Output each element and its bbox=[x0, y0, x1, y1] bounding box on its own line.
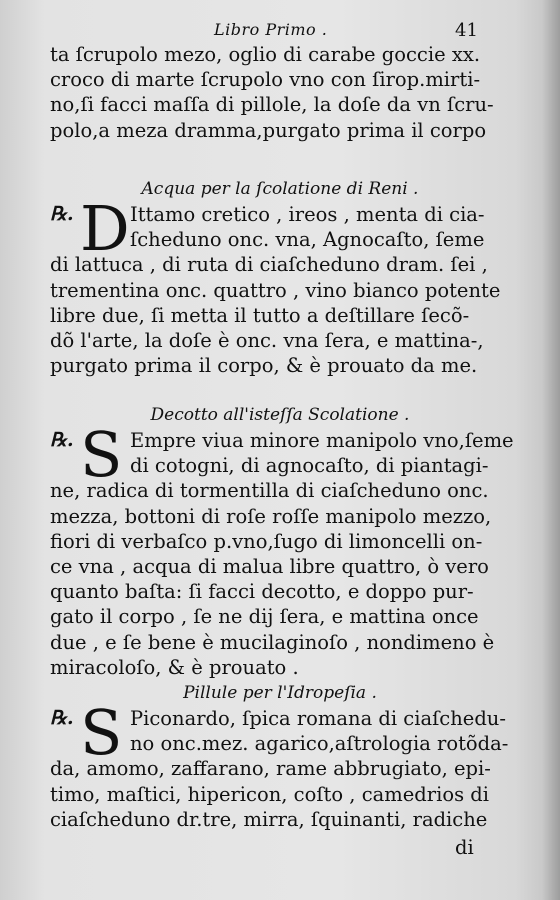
text-line: due , e ſe bene è mucilaginoſo , nondimeno è bbox=[50, 630, 495, 654]
text-line: Ittamo cretico , ireos , menta di cia- bbox=[130, 203, 485, 226]
text-line: mezza, bottoni di roſe roſſe manipolo mezzo, bbox=[50, 504, 492, 528]
text-line: ſcheduno onc. vna, Agnocaſto, ſeme bbox=[130, 228, 485, 252]
recipe-symbol: ℞. bbox=[50, 203, 74, 225]
running-title: Libro Primo . bbox=[214, 20, 328, 39]
text-line: purgato prima il corpo, & è prouato da me. bbox=[50, 354, 478, 378]
text-line: di lattuca , di ruta di ciaſcheduno dram. ſei , bbox=[50, 253, 488, 277]
text-line: libre due, ſi metta il tutto a deſtillare ſecõ- bbox=[50, 303, 470, 327]
recipe-symbol: ℞. bbox=[50, 707, 74, 729]
text-line: ciaſcheduno dr.tre, mirra, ſquinanti, radiche bbox=[50, 807, 488, 831]
recipe-block bbox=[50, 418, 514, 680]
text-line: trementina onc. quattro , vino bianco potente bbox=[50, 278, 501, 302]
text-line: gato il corpo , ſe ne dij ſera, e mattina once bbox=[50, 605, 479, 629]
text-line: ce vna , acqua di malua libre quattro, ò vero bbox=[50, 555, 489, 579]
text-line: Piconardo, ſpica romana di ciaſchedu- bbox=[130, 707, 506, 730]
page-number: 41 bbox=[455, 20, 478, 41]
text-line: no,ſi facci maſſa di pillole, la doſe da vn ſcru- bbox=[50, 93, 494, 117]
text-line: fiori di verbaſco p.vno,ſugo di limoncelli on- bbox=[50, 529, 483, 553]
text-line: da, amomo, zaffarano, rame abbrugiato, epi- bbox=[50, 757, 491, 781]
text-line: di cotogni, di agnocaſto, di piantagi- bbox=[130, 454, 489, 478]
text-line: ne, radica di tormentilla di ciaſcheduno onc. bbox=[50, 479, 489, 503]
recipe-block bbox=[50, 192, 510, 378]
text-line: croco di marte ſcrupolo vno con ſirop.mirti- bbox=[50, 68, 481, 92]
continued-text-block bbox=[50, 42, 508, 143]
recipe-heading: Decotto all'isteſſa Scolatione . bbox=[150, 405, 410, 425]
catchword: di bbox=[455, 836, 474, 859]
text-line: dõ l'arte, la doſe è onc. vna ſera, e mattina-, bbox=[50, 329, 484, 353]
recipe-heading: Acqua per la ſcolatione di Reni . bbox=[141, 179, 419, 199]
text-line: polo,a meza dramma,purgato prima il corpo bbox=[50, 118, 487, 142]
recipe-heading: Pillule per l'Idropeſia . bbox=[183, 683, 377, 703]
text-line: timo, maſtici, hipericon, coſto , camedrios di bbox=[50, 782, 489, 806]
page-header bbox=[0, 14, 560, 44]
text-line: Empre viua minore manipolo vno,ſeme bbox=[130, 429, 514, 452]
text-line: miracoloſo, & è prouato . bbox=[50, 655, 299, 679]
text-line: no onc.mez. agarico,aſtrologia rotõda- bbox=[130, 732, 509, 756]
drop-cap: S bbox=[80, 418, 123, 491]
drop-cap: S bbox=[80, 696, 123, 769]
drop-cap: D bbox=[80, 192, 130, 265]
recipe-symbol: ℞. bbox=[50, 429, 74, 451]
recipe-block bbox=[50, 696, 510, 832]
text-line: ta ſcrupolo mezo, oglio di carabe goccie xx. bbox=[50, 43, 481, 66]
text-line: quanto baſta: ſi facci decotto, e doppo pur- bbox=[50, 580, 474, 604]
page-edge-shadow bbox=[542, 0, 560, 900]
